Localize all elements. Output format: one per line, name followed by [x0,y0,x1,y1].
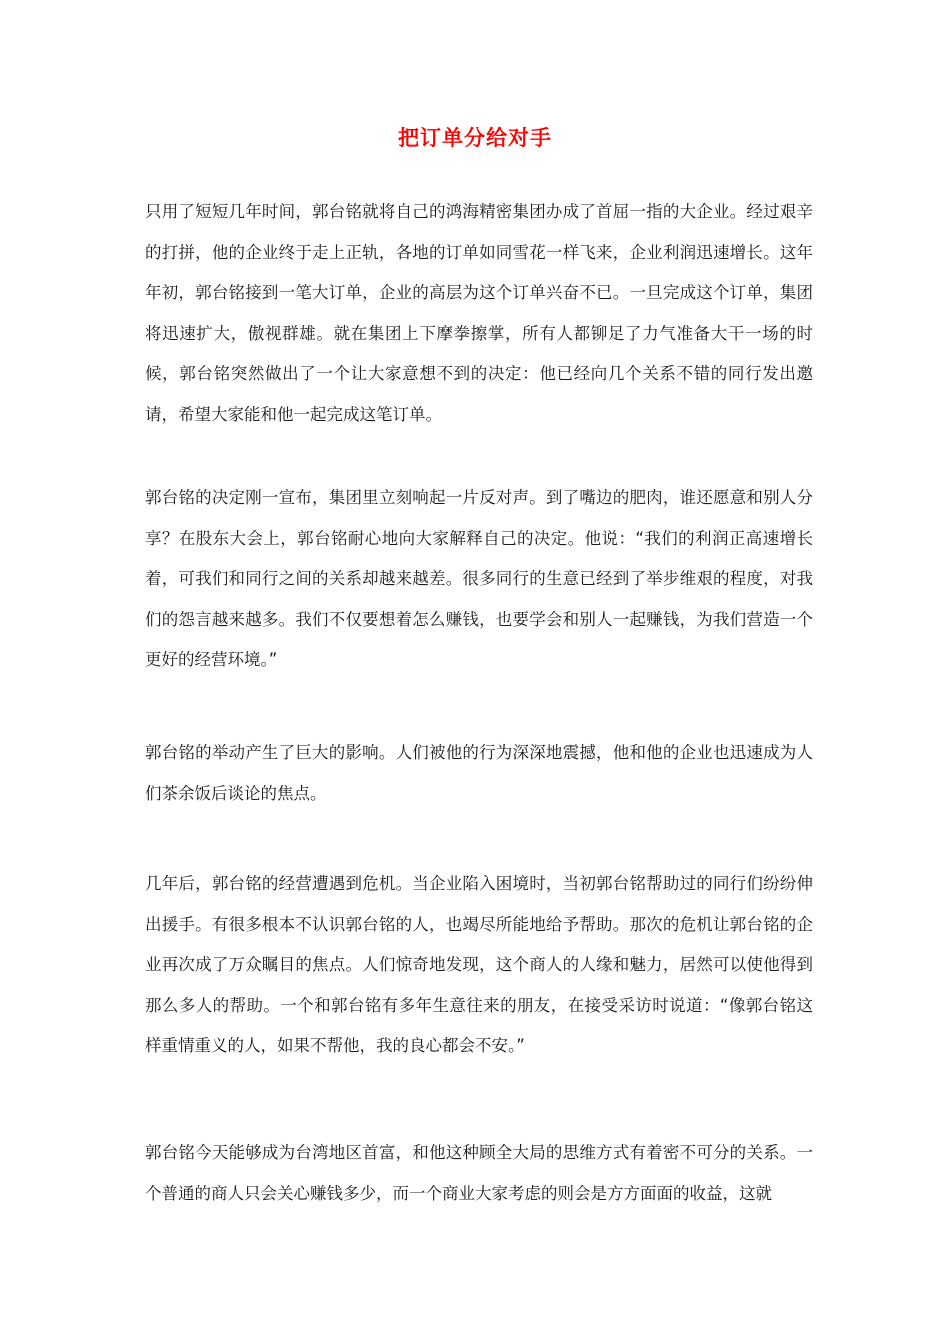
document-title: 把订单分给对手 [398,126,552,150]
paragraph-1: 只用了短短几年时间，郭台铭就将自己的鸿海精密集团办成了首屈一指的大企业。经过艰辛的打拼，他的企业终于走上正轨，各地的订单如同雪花一样飞来，企业利润迅速增长。这年年初，郭台铭接到一笔大订单，企业的高层为这个订单兴奋不已。一旦完成这个订单，集团将迅速扩大，傲视群雄。就在集团上下摩拳擦掌，所有人都铆足了力气准备大干一场的时候，郭台铭突然做出了一个让大家意想不到的决定：他已经向几个关系不错的同行发出邀请，希望大家能和他一起完成这笔订单。 [145,202,813,424]
paragraph-5: 郭台铭今天能够成为台湾地区首富，和他这种顾全大局的思维方式有着密不可分的关系。一个普通的商人只会关心赚钱多少，而一个商业大家考虑的则会是方方面面的收益，这就 [145,1143,813,1203]
paragraph-2: 郭台铭的决定刚一宣布，集团里立刻响起一片反对声。到了嘴边的肥肉，谁还愿意和别人分享？在股东大会上，郭台铭耐心地向大家解释自己的决定。他说：“我们的利润正高速增长着，可我们和同行之间的关系却越来越差。很多同行的生意已经到了举步维艰的程度，对我们的怨言越来越多。我们不仅要想着怎么赚钱，也要学会和别人一起赚钱，为我们营造一个更好的经营环境。” [145,488,813,669]
paragraph-4: 几年后，郭台铭的经营遭遇到危机。当企业陷入困境时，当初郭台铭帮助过的同行们纷纷伸出援手。有很多根本不认识郭台铭的人，也竭尽所能地给予帮助。那次的危机让郭台铭的企业再次成了万众瞩目的焦点。人们惊奇地发现，这个商人的人缘和魅力，居然可以使他得到那么多人的帮助。一个和郭台铭有多年生意往来的朋友，在接受采访时说道：“像郭台铭这样重情重义的人，如果不帮他，我的良心都会不安。” [145,874,813,1055]
paragraph-3: 郭台铭的举动产生了巨大的影响。人们被他的行为深深地震撼，他和他的企业也迅速成为人们茶余饭后谈论的焦点。 [145,743,813,803]
